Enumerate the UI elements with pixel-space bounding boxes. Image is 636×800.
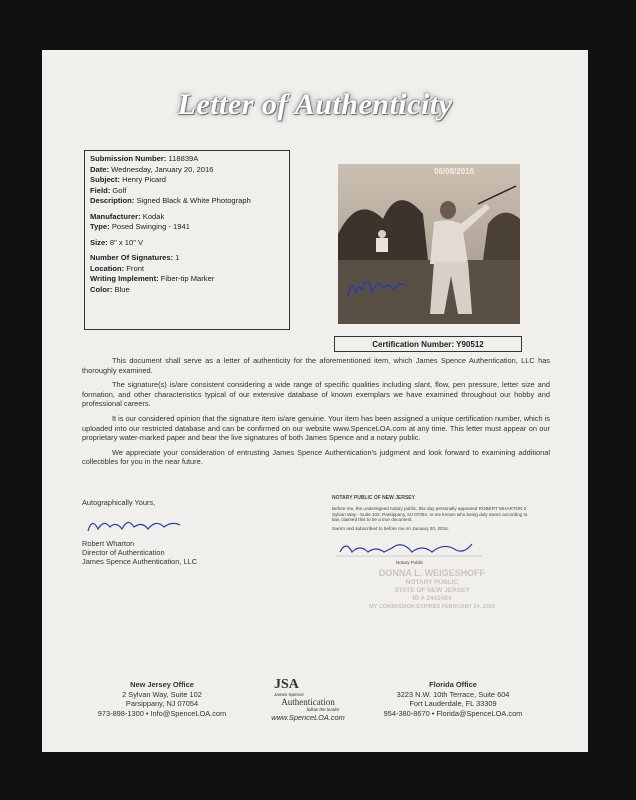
item-photo xyxy=(338,164,520,324)
signer-name: Robert Wharton xyxy=(82,539,135,548)
spec-description: Description: Signed Black & White Photograph xyxy=(90,196,251,205)
notary-sworn: Sworn and subscribed to before me on January 20, 2016. xyxy=(332,526,449,532)
notary-seal: DONNA L. WEIGESHOFF NOTARY PUBLIC STATE OF NEW JERSEY ID # 2443484 MY COMMISSION EXPIRES FEBRUARY 24, 2019 xyxy=(369,567,495,610)
spec-color: Color: Blue xyxy=(90,284,130,294)
letter-body xyxy=(82,356,550,472)
jsa-logo: JSA James Spence Authentication follow the leader www.SpenceLOA.com xyxy=(258,678,358,723)
spec-date: Date: Wednesday, January 20, 2016 xyxy=(90,164,214,174)
website-link[interactable]: www.SpenceLOA.com xyxy=(271,713,345,722)
notary-heading: NOTARY PUBLIC OF NEW JERSEY xyxy=(332,495,415,501)
photo-stamp: 06/08/2016 xyxy=(434,167,475,176)
notary-text: Before me, the undersigned notary public, this day personally appeared ROBERT WHARTON 2 Sylvan Way - Suite 102, Parsippany, NJ 07054, to me known who being duly sworn according to law, claimed this to be a true document. xyxy=(332,505,528,523)
signer-role: Director of Authentication xyxy=(82,548,165,557)
spec-field: Field: Golf xyxy=(90,185,127,195)
notary-sig-label: Notary Public xyxy=(396,559,424,565)
nj-office: New Jersey Office 2 Sylvan Way, Suite 102 Parsippany, NJ 07054 973-898-1300 • Info@SpenceLOA.com xyxy=(97,680,227,718)
paragraph: This document shall serve as a letter of authenticity for the aforementioned item, which James Spence Authentication, LLC has thoroughly examined. xyxy=(82,356,550,375)
notary-block xyxy=(332,496,532,611)
wharton-signature xyxy=(82,511,192,539)
spec-size: Size: 8" x 10" V xyxy=(90,237,144,247)
letter-title: Letter of Authenticity xyxy=(177,88,453,121)
paragraph: It is our considered opinion that the signature item is/are genuine. Your item has been assigned a unique certification number, which is uploaded into our restricted database and can be confirmed on our website www.SpenceLOA.com at any time. This letter must appear on our proprietary water-marked paper and bear the live signatures of both James Spence and a notary public. xyxy=(82,413,550,443)
item-spec-box xyxy=(84,150,290,330)
signer-company: James Spence Authentication, LLC xyxy=(82,557,198,566)
closing-text: Autographically Yours, xyxy=(82,498,156,507)
spec-subject: Subject: Henry Picard xyxy=(90,175,166,184)
spec-manufacturer: Manufacturer: Kodak xyxy=(90,211,165,221)
paragraph: We appreciate your consideration of entrusting James Spence Authentication's judgment and look forward to examining additional collectibles for you in the near future. xyxy=(82,447,550,467)
paragraph: The signature(s) is/are consistent considering a wide range of specific qualities including slant, flow, pen pressure, letter size and formation, and other characteristics typical of our extensive database of known exemplars we have examined throughout our hobby and professional careers. xyxy=(82,380,550,409)
certification-box: Certification Number: Y90512 xyxy=(334,336,522,352)
signoff-block xyxy=(82,498,197,566)
certification-number: Y90512 xyxy=(456,340,484,349)
letter-paper xyxy=(42,50,588,752)
notary-signature xyxy=(332,536,492,560)
spec-type: Type: Posed Swinging - 1941 xyxy=(90,222,190,231)
spec-location: Location: Front xyxy=(90,263,145,273)
spec-writing-implement: Writing Implement: Fiber-tip Marker xyxy=(90,274,215,283)
spec-signature-count: Number Of Signatures: 1 xyxy=(90,253,180,262)
fl-office: Florida Office 3223 N.W. 10th Terrace, Suite 604 Fort Lauderdale, FL 33309 954-380-8670 • Florida@SpenceLOA.com xyxy=(383,680,523,718)
spec-submission: Submission Number: 118839A xyxy=(90,154,199,163)
